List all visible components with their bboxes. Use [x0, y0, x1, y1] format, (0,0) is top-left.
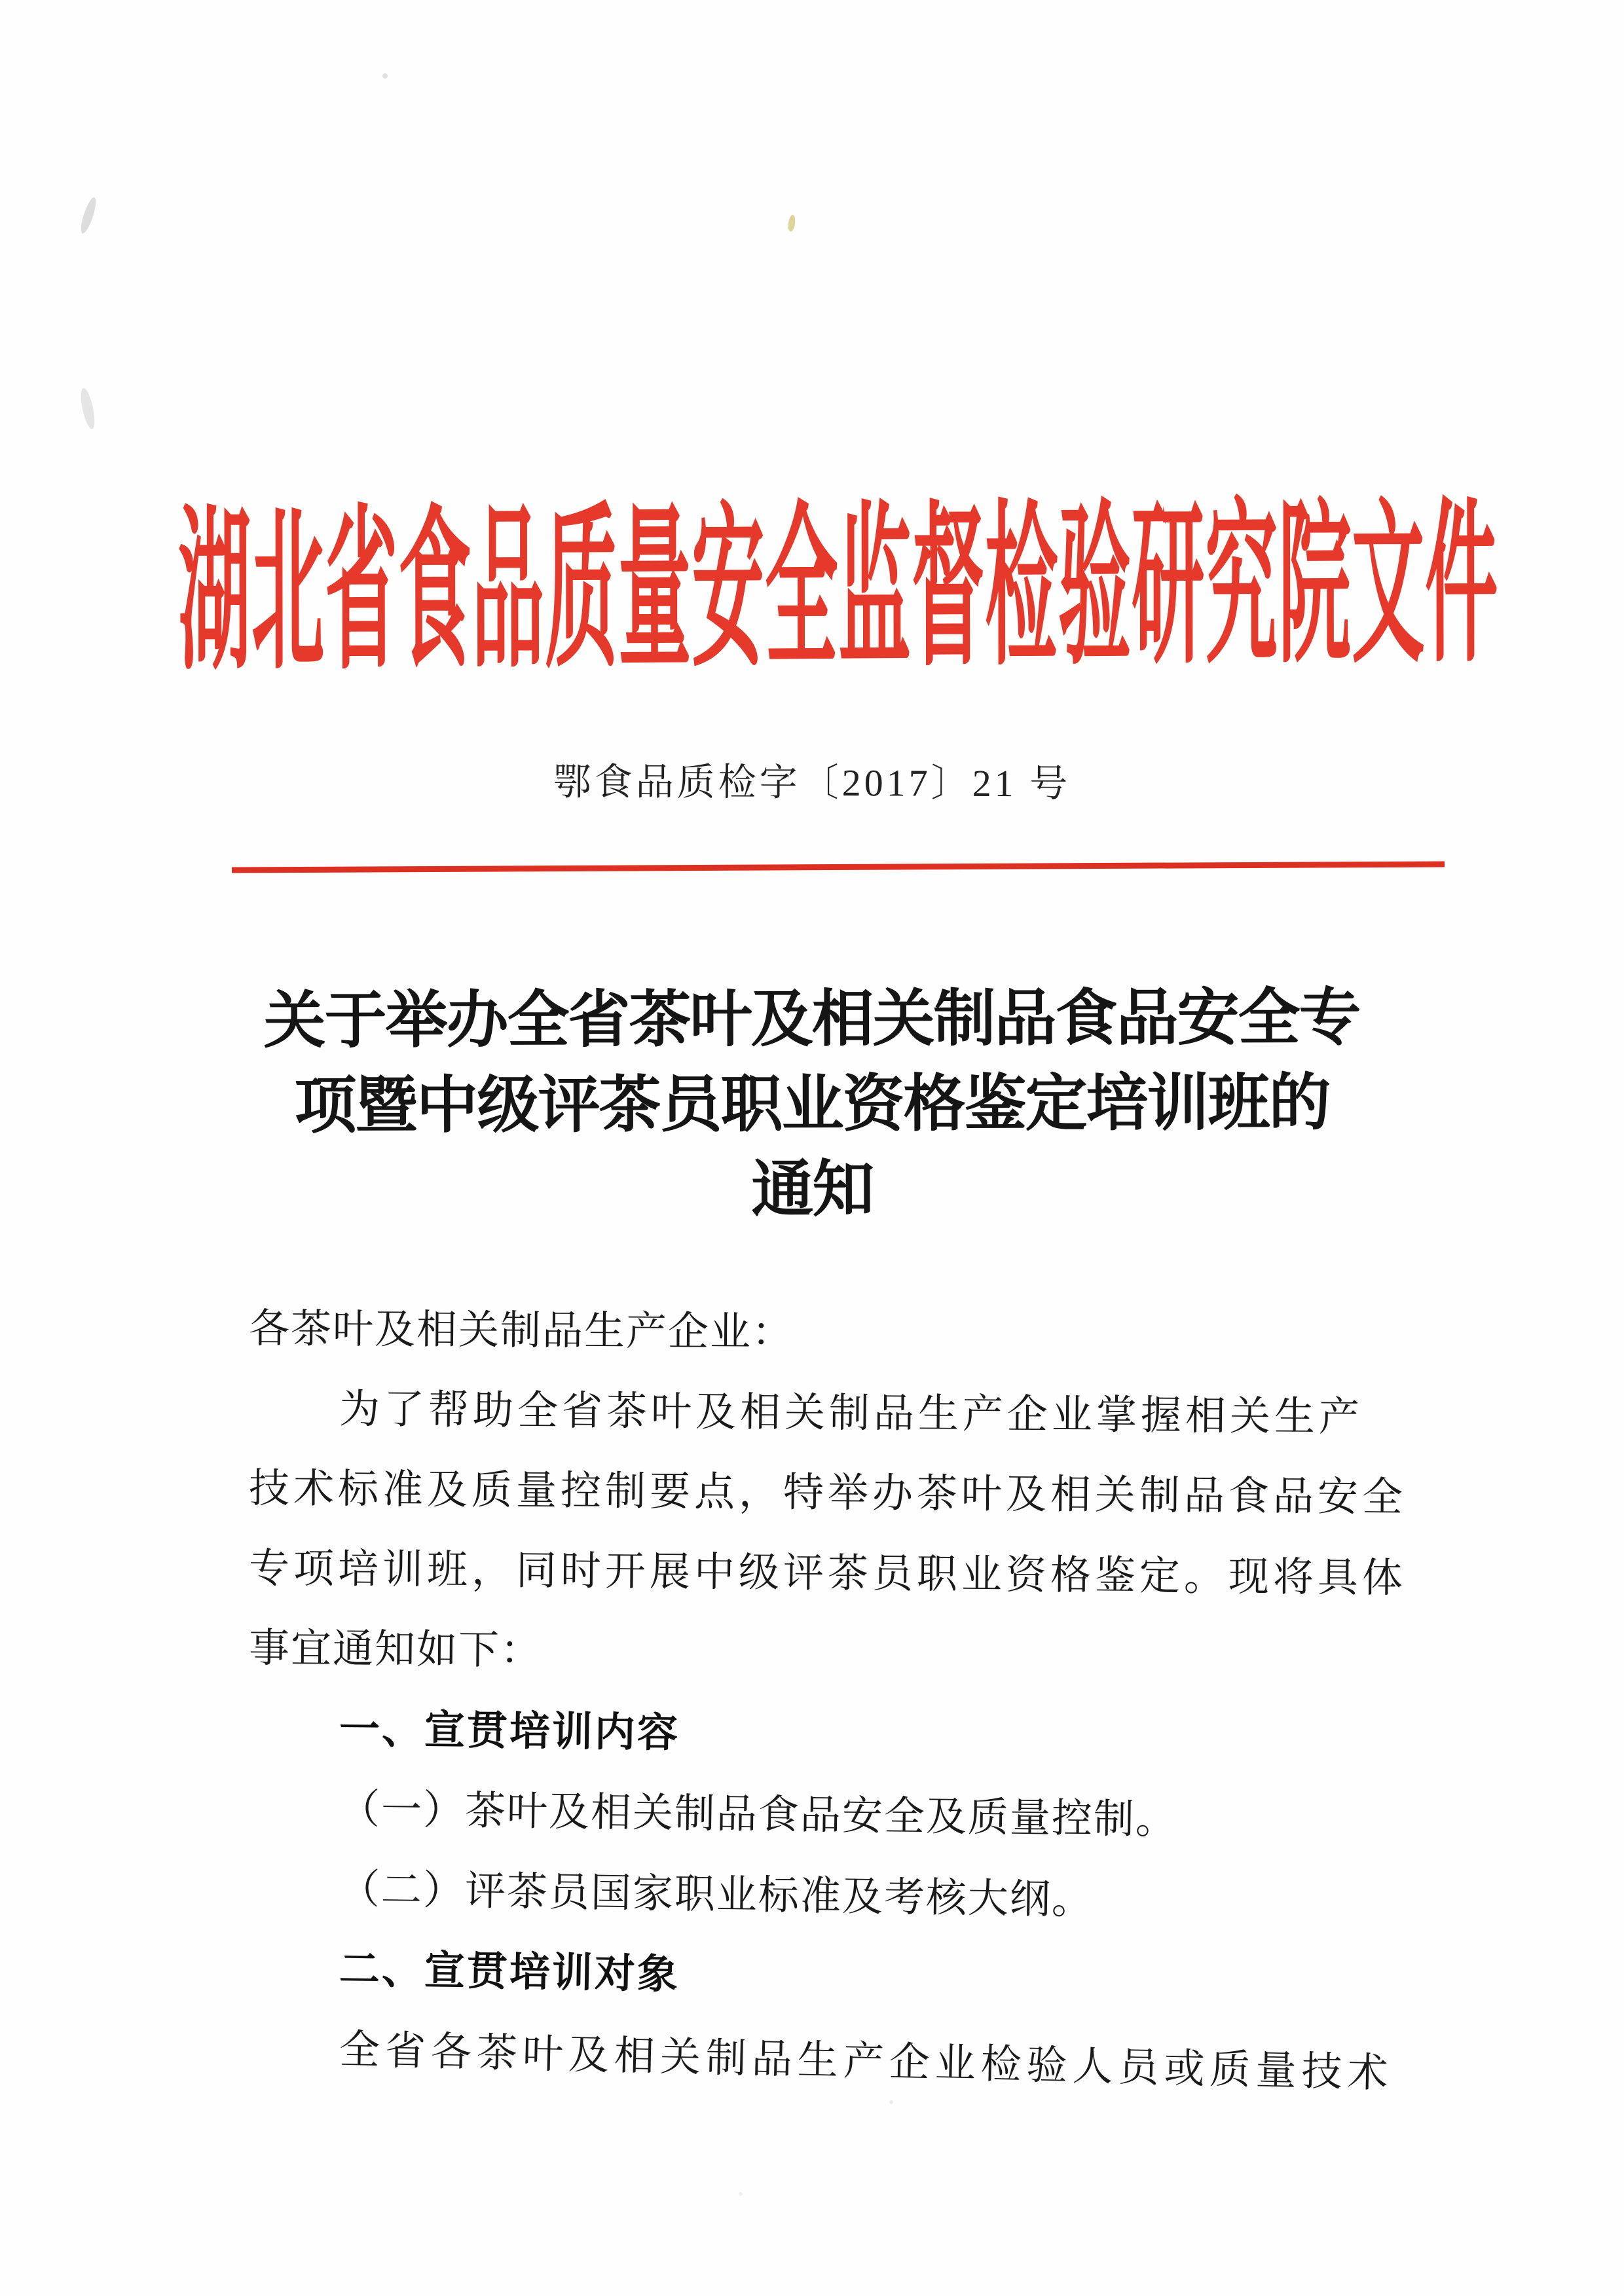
- notice-title-line: 通知: [751, 1154, 874, 1225]
- scan-artifact: [79, 387, 98, 430]
- section-heading-2: 二、宣贯培训对象: [339, 1946, 680, 1997]
- scan-artifact: [739, 2192, 743, 2196]
- notice-title: [0, 974, 1624, 1235]
- list-item: （一）茶叶及相关制品食品安全及质量控制。: [339, 1787, 1178, 1843]
- body-line: 全省各茶叶及相关制品生产企业检验人员或质量技术: [339, 2028, 1394, 2096]
- red-divider-line: [232, 861, 1445, 873]
- salutation-line: 各茶叶及相关制品生产企业：: [248, 1307, 794, 1355]
- scan-artifact: [382, 73, 388, 79]
- letterhead-banner: [0, 446, 1624, 693]
- notice-body: [248, 1289, 1407, 2096]
- body-line: 技术标准及质量控制要点，特举办茶叶及相关制品食品安全: [248, 1467, 1407, 1520]
- body-line: 专项培训班，同时开展中级评茶员职业资格鉴定。现将具体: [248, 1546, 1407, 1601]
- scan-artifact: [787, 214, 796, 232]
- body-line: 为了帮助全省茶叶及相关制品生产企业掌握相关生产: [339, 1387, 1364, 1440]
- section-heading-1: 一、宣贯培训内容: [339, 1706, 680, 1757]
- org-title: 湖北省食品质量安全监督检验研究院文件: [178, 489, 1499, 693]
- notice-title-line: 关于举办全省茶叶及相关制品食品安全专: [263, 983, 1360, 1056]
- list-item: （二）评茶员国家职业标准及考核大纲。: [339, 1867, 1094, 1923]
- scan-artifact: [78, 196, 98, 234]
- doc-number: 鄂食品质检字〔2017〕21 号: [553, 760, 1071, 805]
- notice-title-line: 项暨中级评茶员职业资格鉴定培训班的: [294, 1068, 1330, 1141]
- body-line: 事宜通知如下：: [248, 1626, 543, 1673]
